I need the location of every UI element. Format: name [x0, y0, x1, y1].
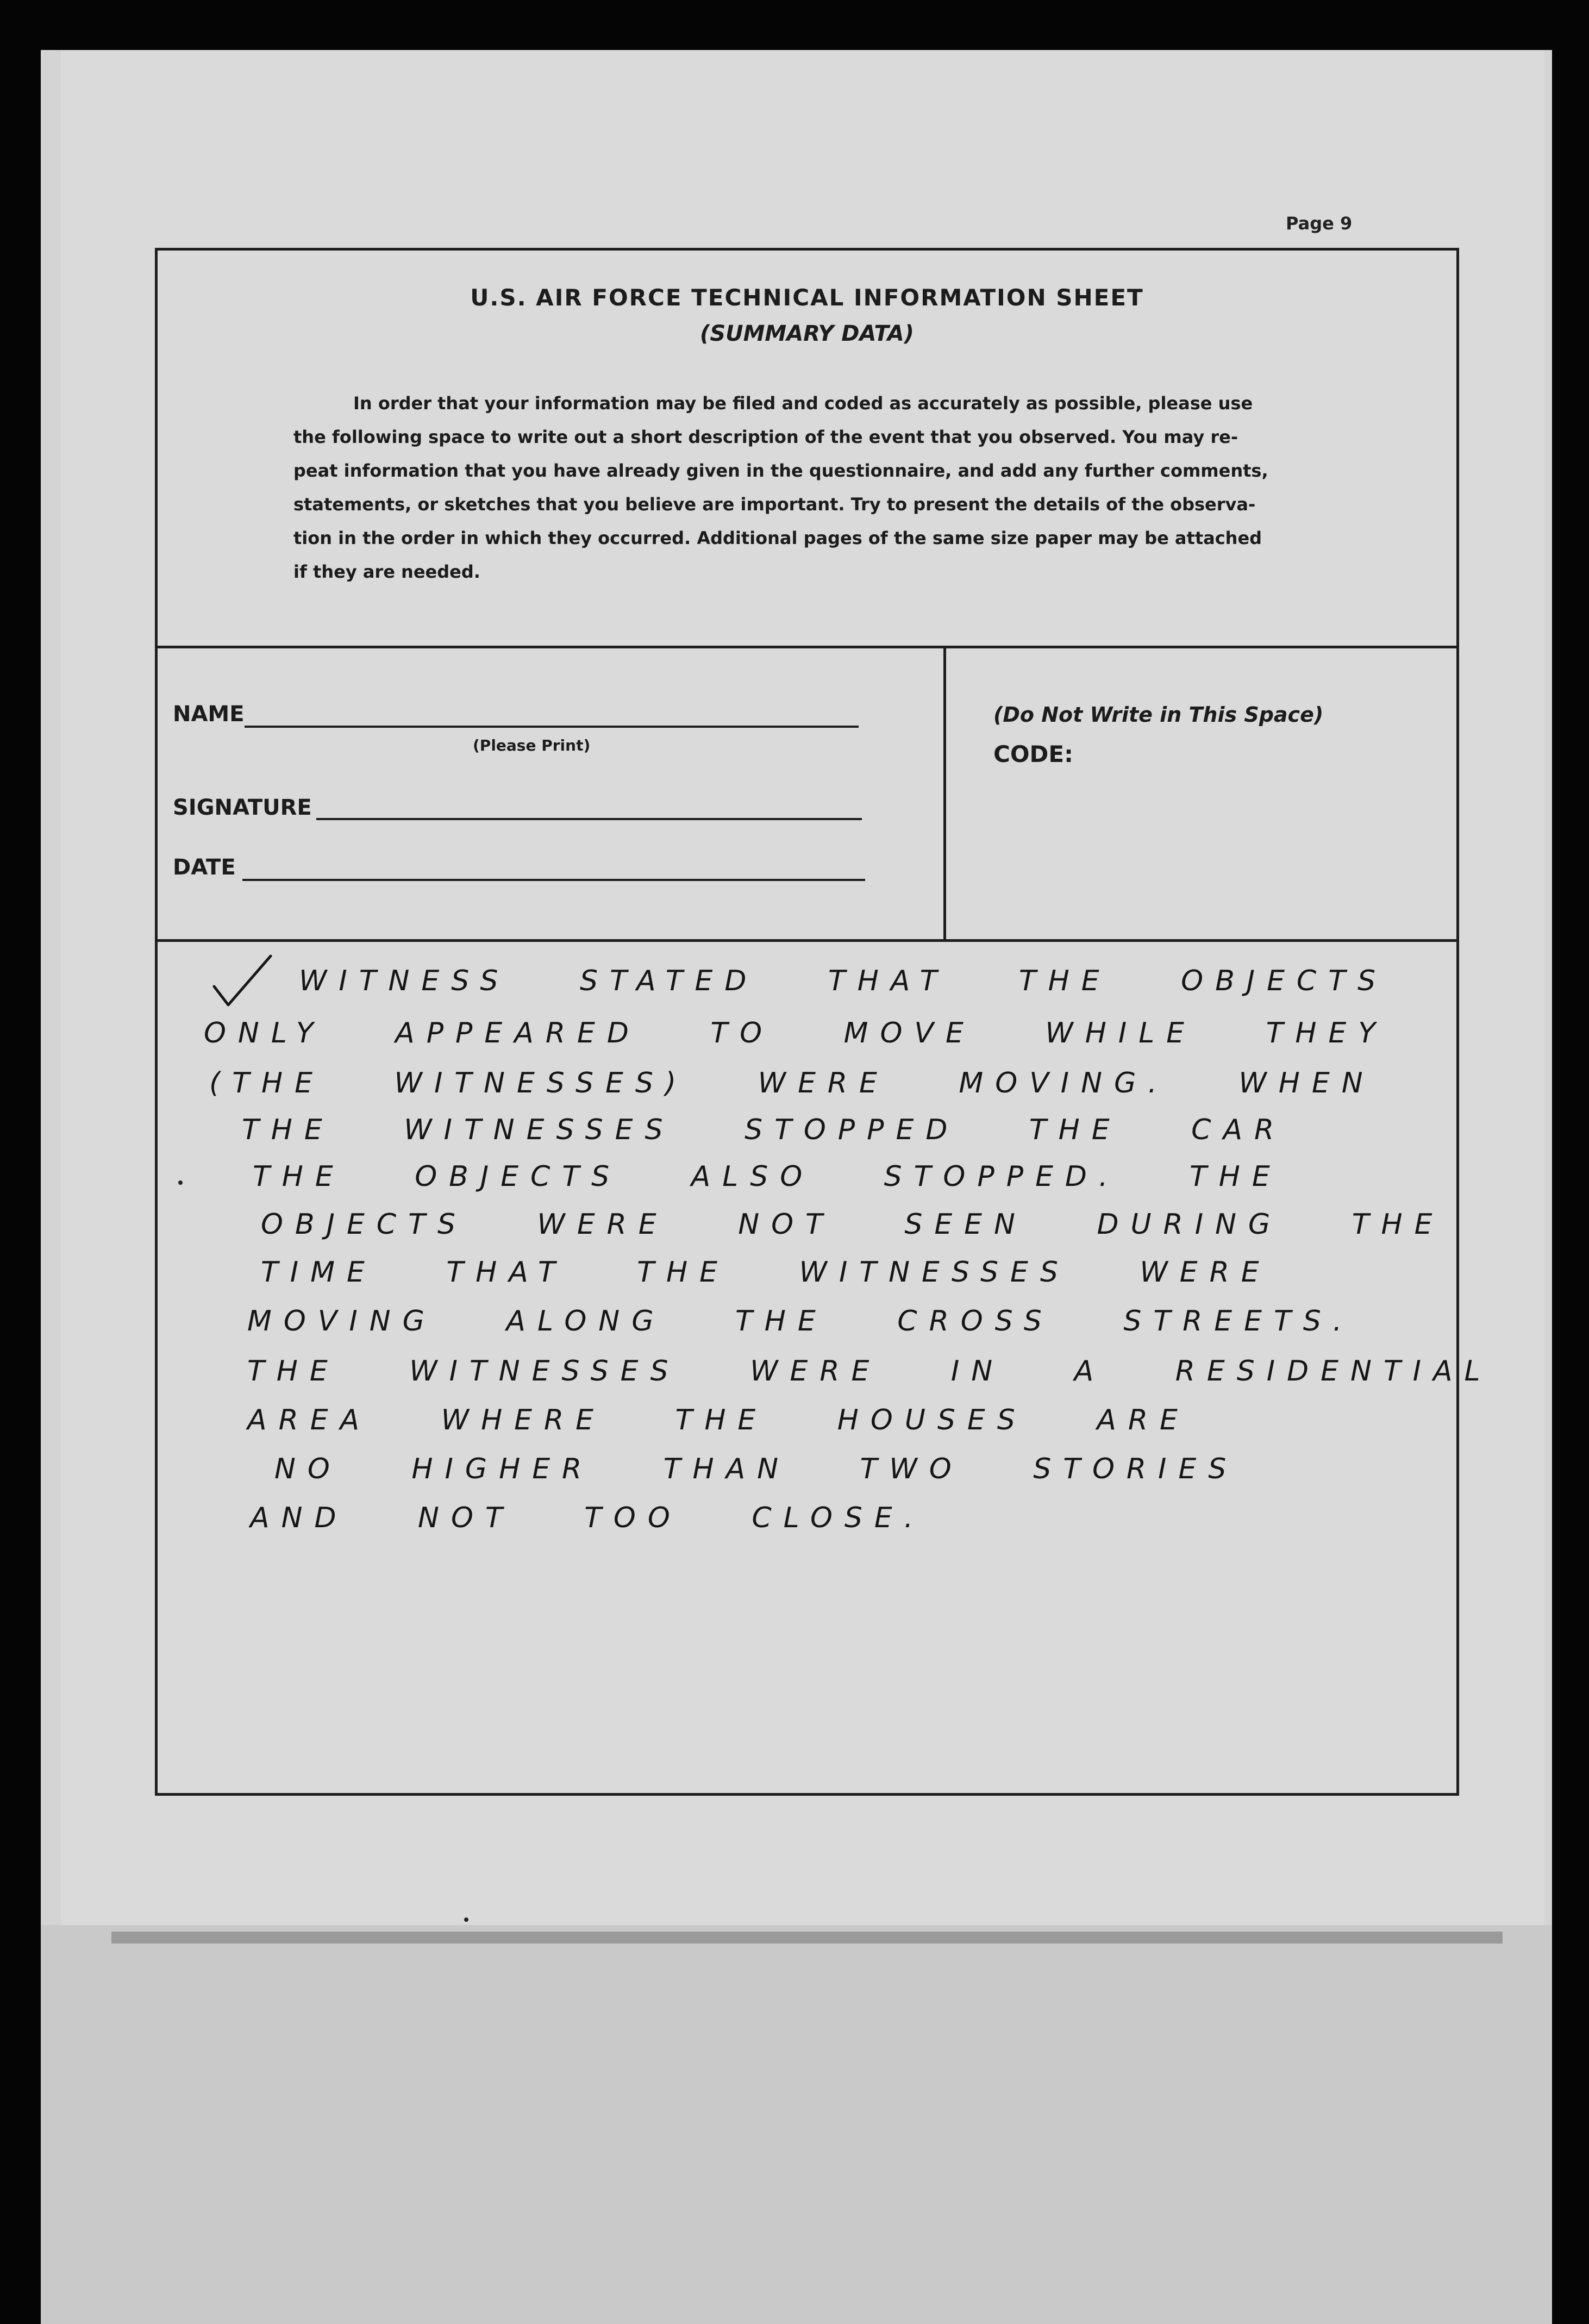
signature-label: SIGNATURE — [173, 795, 312, 820]
handwritten-line: TIME THAT THE WITNESSES WERE — [261, 1256, 1271, 1289]
instruction-line: peat information that you have already given in the questionnaire, and add any further comments, — [293, 460, 1268, 481]
instructions-paragraph — [293, 386, 1500, 589]
date-label: DATE — [173, 855, 236, 880]
print-note: (Please Print) — [473, 736, 591, 754]
section-divider — [943, 648, 946, 939]
dust-speck — [464, 1917, 468, 1922]
form-header-section — [158, 251, 1456, 648]
identification-section — [158, 648, 1456, 942]
page-number: Page 9 — [1286, 213, 1353, 234]
page-edge-shadow — [111, 1932, 1503, 1944]
office-use-note: (Do Not Write in This Space) — [993, 703, 1324, 727]
handwritten-line: THE WITNESSES WERE IN A RESIDENTIAL — [247, 1355, 1492, 1388]
instruction-line: the following space to write out a short description of the event that you observed. You may re- — [293, 427, 1238, 447]
lower-paper-strip — [41, 1925, 1552, 2324]
handwritten-line: THE WITNESSES STOPPED THE CAR — [242, 1114, 1286, 1146]
dust-speck — [178, 1180, 183, 1185]
code-label: CODE: — [993, 741, 1073, 767]
name-field[interactable] — [245, 726, 859, 728]
handwritten-line: THE OBJECTS ALSO STOPPED. THE — [253, 1160, 1282, 1193]
instruction-line: tion in the order in which they occurred. Additional pages of the same size paper may be attached — [293, 528, 1262, 548]
instruction-line: statements, or sketches that you believe are important. Try to present the details of the observa- — [293, 494, 1256, 515]
date-field[interactable] — [242, 879, 865, 881]
handwritten-description — [158, 942, 1492, 1793]
handwritten-line: NO HIGHER THAN TWO STORIES — [274, 1453, 1238, 1485]
handwritten-line: AND NOT TOO CLOSE. — [250, 1502, 925, 1534]
handwritten-line: ONLY APPEARED TO MOVE WHILE THEY — [204, 1017, 1388, 1049]
form-title: U.S. AIR FORCE TECHNICAL INFORMATION SHEET — [470, 284, 1144, 311]
handwritten-line: WITNESS STATED THAT THE OBJECTS — [299, 965, 1388, 997]
handwritten-line: MOVING ALONG THE CROSS STREETS. — [247, 1305, 1354, 1338]
technical-information-form — [155, 248, 1492, 1796]
name-label: NAME — [173, 702, 245, 727]
form-subtitle: (SUMMARY DATA) — [700, 321, 914, 346]
instruction-line: if they are needed. — [293, 561, 480, 582]
signature-field[interactable] — [316, 818, 862, 820]
instruction-line: In order that your information may be filed and coded as accurately as possible, please use — [353, 393, 1253, 414]
handwritten-line: OBJECTS WERE NOT SEEN DURING THE — [261, 1208, 1444, 1241]
handwritten-line: AREA WHERE THE HOUSES ARE — [247, 1404, 1190, 1436]
checkmark-icon — [210, 953, 275, 1013]
handwritten-line: (THE WITNESSES) WERE MOVING. WHEN — [209, 1067, 1375, 1099]
